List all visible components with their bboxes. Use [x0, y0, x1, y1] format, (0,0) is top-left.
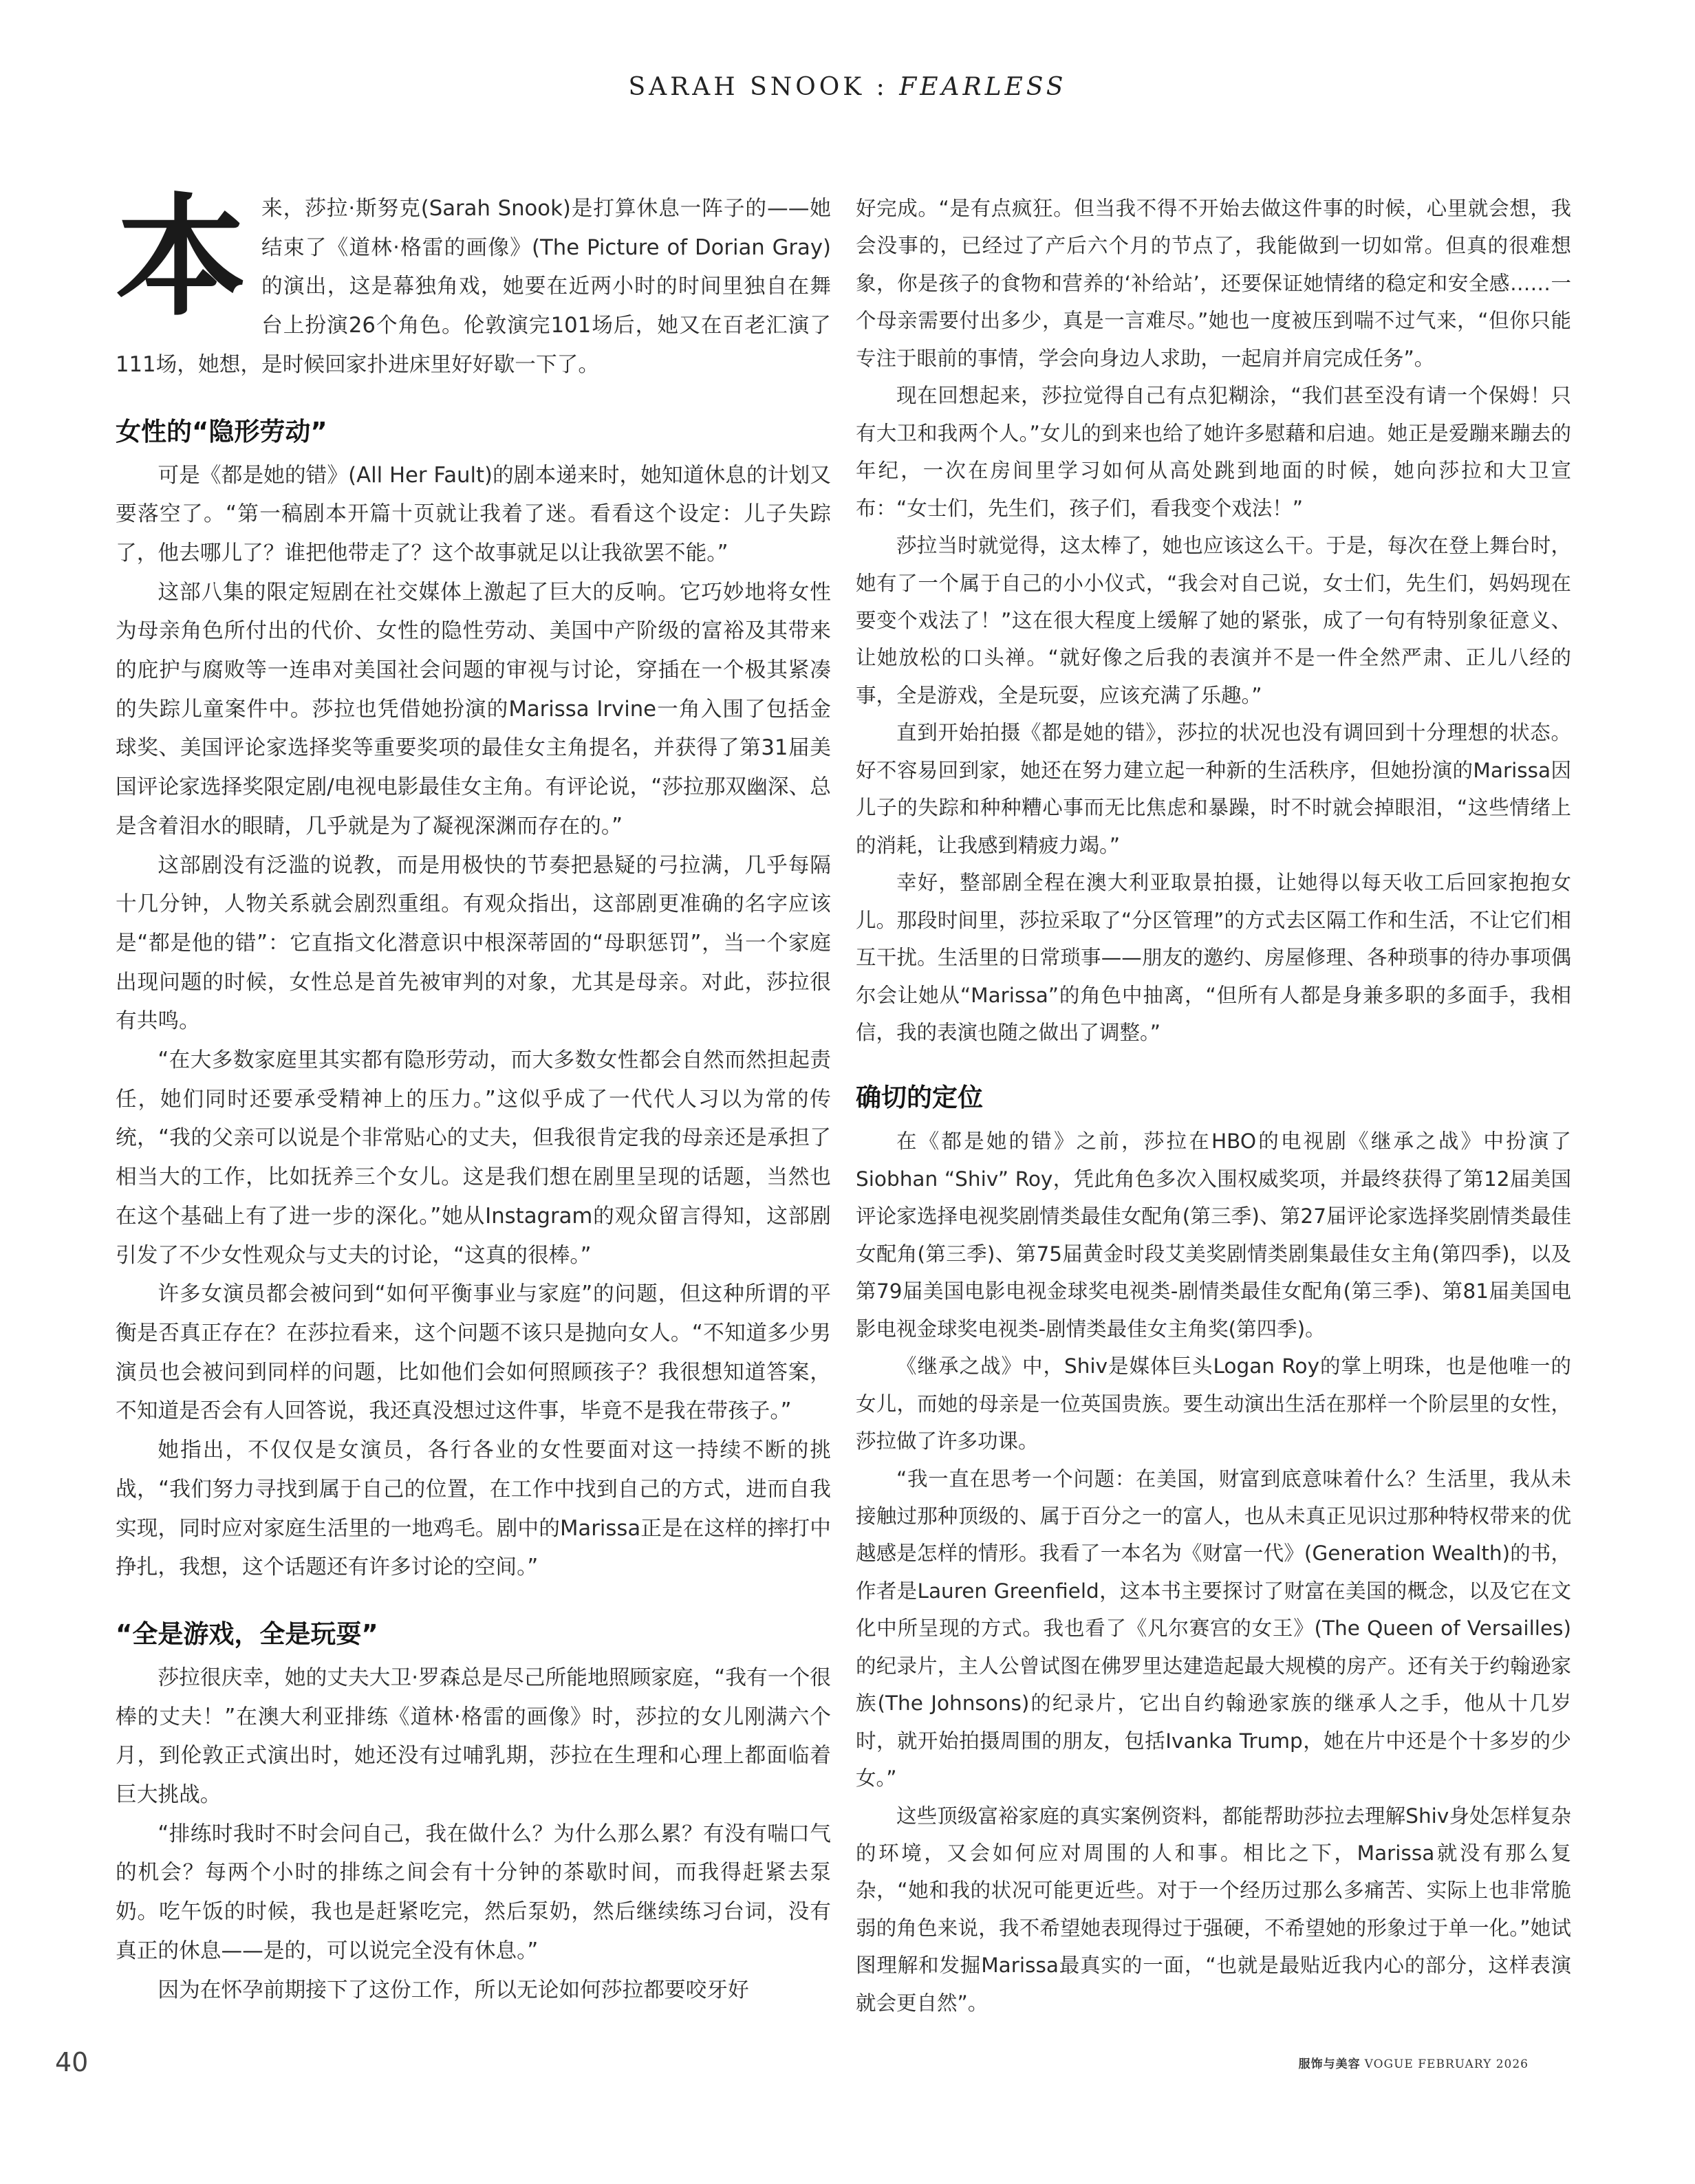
publication-footer [1299, 2054, 1529, 2071]
paragraph: 可是《都是她的错》(All Her Fault)的剧本递来时，她知道休息的计划又要落空了。“第一稿剧本开篇十页就让我着了迷。看看这个设定：儿子失踪了，他去哪儿了？谁把他带走了？这个故事就足以让我欲罢不能。” [116, 463, 831, 565]
paragraph: 莎拉很庆幸，她的丈夫大卫·罗森总是尽己所能地照顾家庭，“我有一个很棒的丈夫！”在澳大利亚排练《道林·格雷的画像》时，莎拉的女儿刚满六个月，到伦敦正式演出时，她还没有过哺乳期，莎拉在生理和心理上都面临着巨大挑战。 [116, 1665, 831, 1808]
paragraph: “排练时我时不时会问自己，我在做什么？为什么那么累？有没有喘口气的机会？每两个小时的排练之间会有十分钟的茶歇时间，而我得赶紧去泵奶。吃午饭的时候，我也是赶紧吃完，然后泵奶，然后继续练习台词，没有真正的休息——是的，可以说完全没有休息。” [116, 1821, 831, 1963]
paragraph: “我一直在思考一个问题：在美国，财富到底意味着什么？生活里，我从未接触过那种顶级的、属于百分之一的富人，也从未真正见识过那种特权带来的优越感是怎样的情形。我看了一本名为《财富一代》(Generation Wealth)的书，作者是Lauren Greenfield，这本书主要探讨了财富在美国的概念，以及它在文化中所呈现的方式。我也看了《凡尔赛宫的女王》(The Queen of Versailles)的纪录片，主人公曾试图在佛罗里达建造起最大规模的房产。还有关于约翰逊家族(The Johnsons)的纪录片，它出自约翰逊家族的继承人之手，他从十几岁时，就开始拍摄周围的朋友，包括Ivanka Trump，她在片中还是个十多岁的少女。” [856, 1467, 1571, 1791]
section-heading-all-play: “全是游戏，全是玩耍” [116, 1619, 378, 1649]
paragraph: 她指出，不仅仅是女演员，各行各业的女性要面对这一持续不断的挑战，“我们努力寻找到属于自己的位置，在工作中找到自己的方式，进而自我实现，同时应对家庭生活里的一地鸡毛。剧中的Marissa正是在这样的摔打中挣扎，我想，这个话题还有许多讨论的空间。” [116, 1438, 831, 1580]
publication-name-en: VOGUE FEBRUARY 2026 [1364, 2057, 1529, 2071]
paragraph: 这些顶级富裕家庭的真实案例资料，都能帮助莎拉去理解Shiv身处怎样复杂的环境，又会如何应对周围的人和事。相比之下，Marissa就没有那么复杂，“她和我的状况可能更近些。对于一个经历过那么多痛苦、实际上也非常脆弱的角色来说，我不希望她表现得过于强硬，不希望她的形象过于单一化。”她试图理解和发掘Marissa最真实的一面，“也就是最贴近我内心的部分，这样表演就会更自然”。 [856, 1804, 1571, 2015]
paragraph: 这部八集的限定短剧在社交媒体上激起了巨大的反响。它巧妙地将女性为母亲角色所付出的代价、女性的隐性劳动、美国中产阶级的富裕及其带来的庇护与腐败等一连串对美国社会问题的审视与讨论，穿插在一个极其紧凑的失踪儿童案件中。莎拉也凭借她扮演的Marissa Irvine一角入围了包括金球奖、美国评论家选择奖等重要奖项的最佳女主角提名，并获得了第31届美国评论家选择奖限定剧/电视电影最佳女主角。有评论说，“莎拉那双幽深、总是含着泪水的眼睛，几乎就是为了凝视深渊而存在的。” [116, 580, 831, 839]
paragraph: 好完成。“是有点疯狂。但当我不得不开始去做这件事的时候，心里就会想，我会没事的，已经过了产后六个月的节点了，我能做到一切如常。但真的很难想象，你是孩子的食物和营养的‘补给站’，还要保证她情绪的稳定和安全感……一个母亲需要付出多少，真是一言难尽。”她也一度被压到喘不过气来，“但你只能专注于眼前的事情，学会向身边人求助，一起肩并肩完成任务”。 [856, 197, 1571, 370]
section-heading-invisible-labor: 女性的“隐形劳动” [116, 416, 327, 446]
intro-paragraph [116, 182, 831, 385]
right-column [856, 190, 1571, 2022]
paragraph: 莎拉当时就觉得，这太棒了，她也应该这么干。于是，每次在登上舞台时，她有了一个属于自己的小小仪式，“我会对自己说，女士们，先生们，妈妈现在要变个戏法了！”这在很大程度上缓解了她的紧张，成了一句有特别象征意义、让她放松的口头禅。“就好像之后我的表演并不是一件全然严肃、正儿八经的事，全是游戏，全是玩耍，应该充满了乐趣。” [856, 534, 1571, 707]
paragraph: 直到开始拍摄《都是她的错》，莎拉的状况也没有调回到十分理想的状态。好不容易回到家，她还在努力建立起一种新的生活秩序，但她扮演的Marissa因儿子的失踪和种种糟心事而无比焦虑和暴躁，时不时就会掉眼泪，“这些情绪上的消耗，让我感到精疲力竭。” [856, 721, 1571, 857]
page-number: 40 [55, 2047, 89, 2077]
paragraph: 《继承之战》中，Shiv是媒体巨头Logan Roy的掌上明珠，也是他唯一的女儿，而她的母亲是一位英国贵族。要生动演出生活在那样一个阶层里的女性，莎拉做了许多功课。 [856, 1354, 1571, 1453]
paragraph: 幸好，整部剧全程在澳大利亚取景拍摄，让她得以每天收工后回家抱抱女儿。那段时间里，莎拉采取了“分区管理”的方式去区隔工作和生活，不让它们相互干扰。生活里的日常琐事——朋友的邀约、房屋修理、各种琐事的待办事项偶尔会让她从“Marissa”的角色中抽离，“但所有人都是身兼多职的多面手，我相信，我的表演也随之做出了调整。” [856, 871, 1571, 1044]
paragraph: 因为在怀孕前期接下了这份工作，所以无论如何莎拉都要咬牙好 [158, 1978, 749, 2002]
paragraph: 在《都是她的错》之前，莎拉在HBO的电视剧《继承之战》中扮演了Siobhan “Shiv” Roy，凭此角色多次入围权威奖项，并最终获得了第12届美国评论家选择电视奖剧情类最佳女配角(第三季)、第27届评论家选择奖剧情类最佳女配角(第三季)、第75届黄金时段艾美奖剧情类剧集最佳女主角(第四季)，以及第79届美国电影电视金球奖电视类-剧情类最佳女配角(第三季)、第81届美国电影电视金球奖电视类-剧情类最佳女主角奖(第四季)。 [856, 1129, 1571, 1341]
section-heading-positioning: 确切的定位 [856, 1083, 983, 1113]
header-name: SARAH SNOOK [628, 73, 865, 101]
drop-cap: 本 [116, 182, 247, 334]
intro-text: 来，莎拉·斯努克(Sarah Snook)是打算休息一阵子的——她结束了《道林·格雷的画像》(The Picture of Dorian Gray)的演出，这是幕独角戏，她要在近两小时的时间里独自在舞台上扮演26个角色。伦敦演完101场后，她又在百老汇演了111场，她想，是时候回家扑进床里好好歇一下了。 [116, 197, 831, 377]
left-column [116, 182, 831, 2010]
header-separator: : [865, 73, 900, 101]
running-header [0, 73, 1695, 101]
paragraph: 现在回想起来，莎拉觉得自己有点犯糊涂，“我们甚至没有请一个保姆！只有大卫和我两个人。”女儿的到来也给了她许多慰藉和启迪。她正是爱蹦来蹦去的年纪，一次在房间里学习如何从高处跳到地面的时候，她向莎拉和大卫宣布：“女士们，先生们，孩子们，看我变个戏法！” [856, 384, 1571, 520]
paragraph: 这部剧没有泛滥的说教，而是用极快的节奏把悬疑的弓拉满，几乎每隔十几分钟，人物关系就会剧烈重组。有观众指出，这部剧更准确的名字应该是“都是他的错”：它直指文化潜意识中根深蒂固的“母职惩罚”，当一个家庭出现问题的时候，女性总是首先被审判的对象，尤其是母亲。对此，莎拉很有共鸣。 [116, 853, 831, 1034]
paragraph: 许多女演员都会被问到“如何平衡事业与家庭”的问题，但这种所谓的平衡是否真正存在？在莎拉看来，这个问题不该只是抛向女人。“不知道多少男演员也会被问到同样的问题，比如他们会如何照顾孩子？我很想知道答案，不知道是否会有人回答说，我还真没想过这件事，毕竟不是我在带孩子。” [116, 1282, 831, 1424]
paragraph: “在大多数家庭里其实都有隐形劳动，而大多数女性都会自然而然担起责任，她们同时还要承受精神上的压力。”这似乎成了一代代人习以为常的传统，“我的父亲可以说是个非常贴心的丈夫，但我很肯定我的母亲还是承担了相当大的工作，比如抚养三个女儿。这是我们想在剧里呈现的话题，当然也在这个基础上有了进一步的深化。”她从Instagram的观众留言得知，这部剧引发了不少女性观众与丈夫的讨论，“这真的很棒。” [116, 1048, 831, 1268]
header-tag: FEARLESS [899, 73, 1067, 101]
publication-name-cn: 服饰与美容 [1298, 2057, 1361, 2071]
